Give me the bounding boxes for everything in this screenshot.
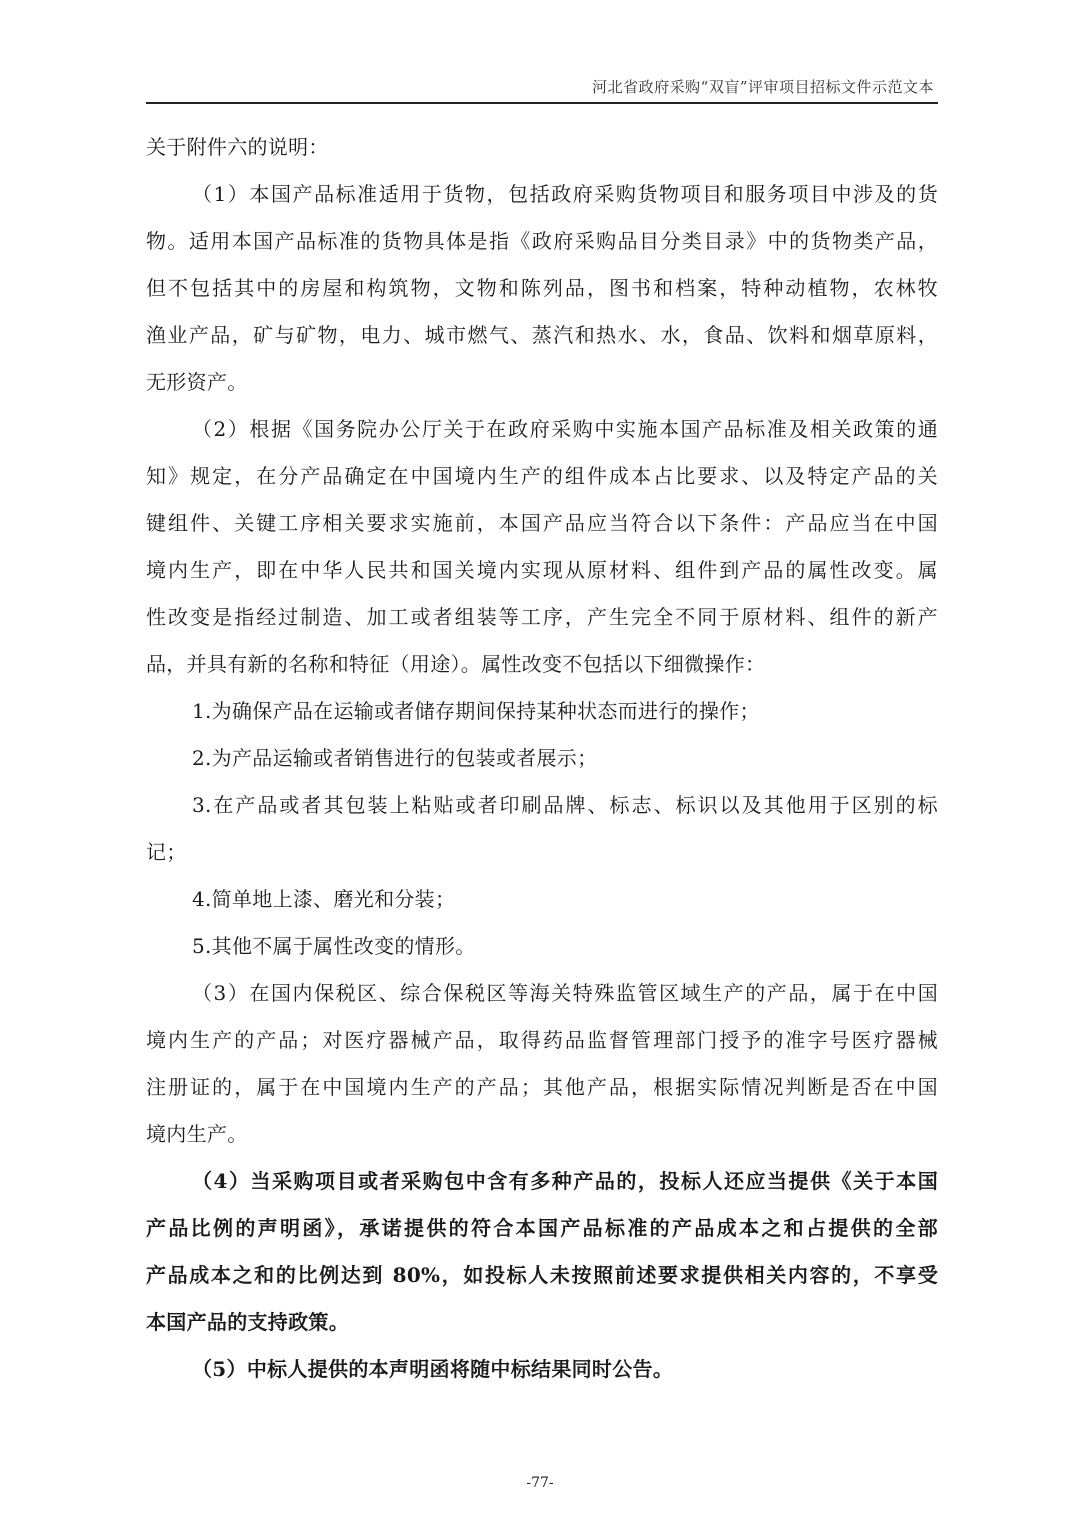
body-line: 但不包括其中的房屋和构筑物，文物和陈列品，图书和档案，特种动植物，农林牧 (146, 276, 938, 300)
body-line-bold: 本国产品的支持政策。 (146, 1310, 349, 1334)
list-item: 1.为确保产品在运输或者储存期间保持某种状态而进行的操作； (192, 699, 760, 723)
body-line: 无形资产。 (146, 370, 248, 394)
document-body (146, 124, 938, 1393)
list-item: 2.为产品运输或者销售进行的包装或者展示； (192, 746, 598, 770)
body-line: 记； (146, 840, 187, 864)
body-line: 性改变是指经过制造、加工或者组装等工序，产生完全不同于原材料、组件的新产 (146, 605, 938, 629)
body-line: （3）在国内保税区、综合保税区等海关特殊监管区域生产的产品，属于在中国 (192, 981, 938, 1005)
body-line: 品，并具有新的名称和特征（用途）。属性改变不包括以下细微操作： (146, 652, 766, 676)
header-title: 河北省政府采购“双盲”评审项目招标文件示范文本 (592, 78, 934, 96)
body-line: 境内生产。 (146, 1122, 248, 1146)
body-line: 知》规定，在分产品确定在中国境内生产的组件成本占比要求、以及特定产品的关 (146, 464, 938, 488)
page-number: -77- (526, 1475, 554, 1491)
page-header (146, 74, 938, 104)
list-item: 5.其他不属于属性改变的情形。 (192, 934, 476, 958)
body-line: （1）本国产品标准适用于货物，包括政府采购货物项目和服务项目中涉及的货 (192, 182, 938, 206)
body-line-bold: 产品比例的声明函》，承诺提供的符合本国产品标准的产品成本之和占提供的全部 (146, 1216, 938, 1240)
body-line: （2）根据《国务院办公厅关于在政府采购中实施本国产品标准及相关政策的通 (192, 417, 938, 441)
body-line: 注册证的，属于在中国境内生产的产品；其他产品，根据实际情况判断是否在中国 (146, 1075, 938, 1099)
body-line-bold: （5）中标人提供的本声明函将随中标结果同时公告。 (192, 1357, 674, 1381)
body-line-bold: 产品成本之和的比例达到 80%，如投标人未按照前述要求提供相关内容的，不享受 (146, 1263, 938, 1287)
body-line: 关于附件六的说明： (146, 135, 329, 159)
list-item: 3.在产品或者其包装上粘贴或者印刷品牌、标志、标识以及其他用于区别的标 (192, 793, 938, 817)
body-line: 键组件、关键工序相关要求实施前，本国产品应当符合以下条件：产品应当在中国 (146, 511, 938, 535)
body-line-bold: （4）当采购项目或者采购包中含有多种产品的，投标人还应当提供《关于本国 (192, 1169, 938, 1193)
body-line: 境内生产，即在中华人民共和国关境内实现从原材料、组件到产品的属性改变。属 (146, 558, 938, 582)
list-item: 4.简单地上漆、磨光和分装； (192, 887, 456, 911)
body-line: 物。适用本国产品标准的货物具体是指《政府采购品目分类目录》中的货物类产品， (146, 229, 938, 253)
body-line: 渔业产品，矿与矿物，电力、城市燃气、蒸汽和热水、水，食品、饮料和烟草原料， (146, 323, 938, 347)
body-line: 境内生产的产品；对医疗器械产品，取得药品监督管理部门授予的准字号医疗器械 (146, 1028, 938, 1052)
